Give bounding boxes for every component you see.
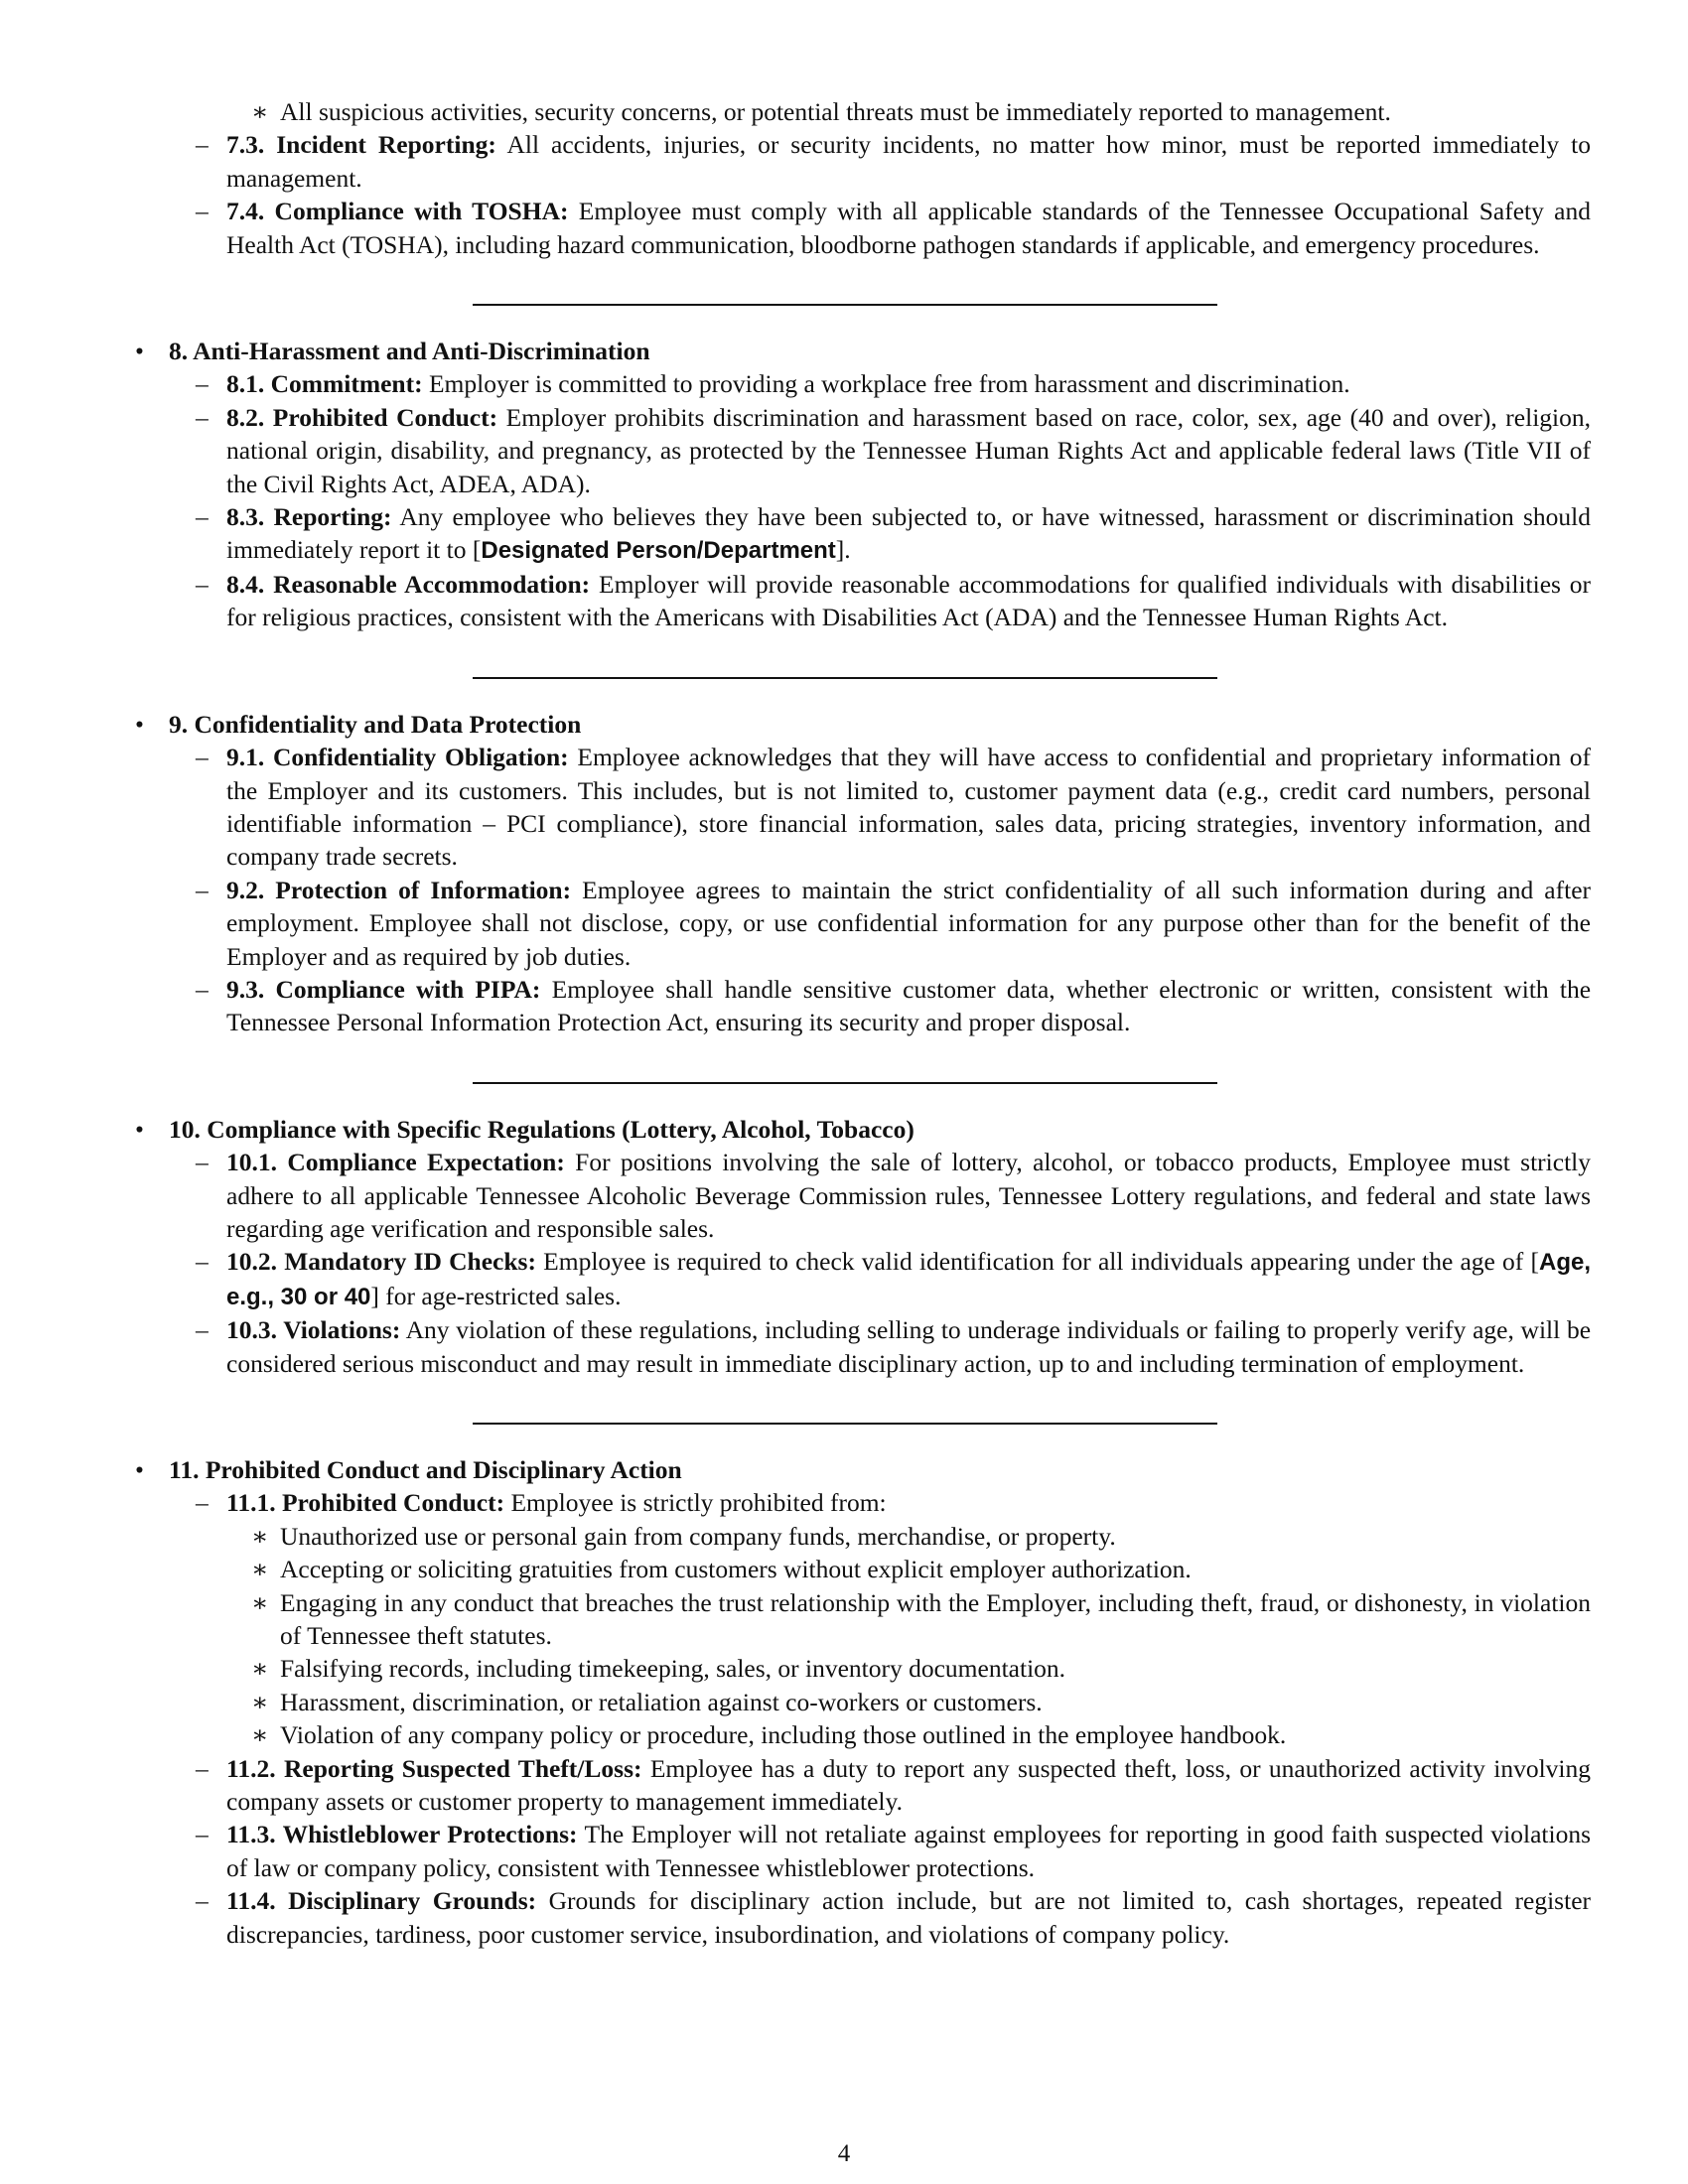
clause-9-2 — [131, 874, 1591, 973]
section-11 — [131, 1453, 1591, 1951]
clause-text: Employee acknowledges that they will have access to confidential and proprietary information of the Employer and its customers. This includes, but is not limited to, customer payment data (e.g., credit card numbers, personal identifiable information – PCI compliance), store financial information, sales data, pricing strategies, inventory information, and company trade secrets. — [226, 743, 1592, 872]
sub-bullet: ∗ Violation of any company policy or procedure, including those outlined in the employee handbook. — [131, 1718, 1591, 1751]
clause-8-4 — [131, 568, 1591, 634]
bullet-icon: • — [135, 709, 144, 739]
sub-bullet: ∗ Engaging in any conduct that breaches the trust relationship with the Employer, including theft, fraud, or dishonesty, in violation of Tennessee theft statutes. — [251, 1587, 1591, 1651]
clause-label: 8.2. Prohibited Conduct: — [226, 402, 498, 432]
dash-bullet-icon: – — [196, 1247, 209, 1277]
clause-text: Any violation of these regulations, including selling to underage individuals or failing to properly verify age, will be considered serious misconduct and may result in immediate disciplinary action, up to and including termination of employment. — [226, 1315, 1592, 1378]
bullet-icon: • — [135, 1114, 144, 1144]
clause-11-2 — [131, 1752, 1591, 1819]
clause-text: Any employee who believes they have been subjected to, or have witnessed, harassment or discrimination should immediately report it to — [226, 502, 1592, 565]
bullet-icon: • — [135, 1455, 144, 1484]
clause-text: Employee agrees to maintain the strict confidentiality of all such information during and after employment. Employee shall not disclose, copy, or use confidential information for any purpose other than for the benefit of the Employer and as required by job duties. — [226, 875, 1592, 971]
clause-9-3 — [131, 973, 1591, 1039]
dash-bullet-icon: – — [196, 1753, 209, 1783]
clause-label: 7.3. Incident Reporting: — [226, 130, 496, 160]
asterisk-bullet-icon: ∗ — [251, 1521, 269, 1551]
dash-bullet-icon: – — [196, 130, 209, 160]
clause-10-1 — [131, 1146, 1591, 1245]
clause-label: 11.4. Disciplinary Grounds: — [226, 1886, 537, 1916]
sub-bullet: ∗ Unauthorized use or personal gain from company funds, merchandise, or property. — [131, 1520, 1591, 1553]
dash-bullet-icon: – — [196, 875, 209, 904]
section-10 — [131, 1113, 1591, 1380]
clause-8-1 — [131, 367, 1591, 400]
clause-text: Employer will provide reasonable accommodations for qualified individuals with disabilities or for religious practices, consistent with the Americans with Disabilities Act (ADA) and the Tennessee Human Rights Act. — [226, 569, 1592, 632]
clause-11-1 — [131, 1486, 1591, 1519]
asterisk-bullet-icon: ∗ — [251, 1587, 269, 1617]
fill-in-placeholder: Age, e.g., 30 or 40 — [226, 1249, 1591, 1310]
clause-8-2 — [131, 401, 1591, 500]
clause-text: Employee has a duty to report any suspected theft, loss, or unauthorized activity involving company assets or customer property to management immediately. — [226, 1753, 1592, 1817]
clause-9-1 — [131, 741, 1591, 874]
page-number: 4 — [837, 2140, 851, 2167]
asterisk-bullet-icon: ∗ — [251, 1555, 269, 1584]
sub-bullet: ∗ Falsifying records, including timekeeping, sales, or inventory documentation. — [131, 1652, 1591, 1685]
dash-bullet-icon: – — [196, 1488, 209, 1518]
clause-label: 9.3. Compliance with PIPA: — [226, 974, 541, 1004]
asterisk-bullet-icon: ∗ — [251, 1687, 269, 1716]
clause-label: 9.2. Protection of Information: — [226, 875, 572, 904]
section-9 — [131, 708, 1591, 1039]
clause-label: 10.1. Compliance Expectation: — [226, 1148, 565, 1177]
clause-8-3: – 8.3. Reporting: Any employee who believes they have been subjected to, or have witnessed, harassment or discrimination should immediately report it to [Designated Person/Department]. — [196, 502, 1592, 565]
clause-10-3 — [131, 1313, 1591, 1380]
section-heading: • 8. Anti-Harassment and Anti-Discrimination — [131, 335, 1591, 367]
fill-in-placeholder: Designated Person/Department — [481, 537, 836, 565]
document-body — [131, 95, 1591, 1951]
bullet-icon: • — [135, 337, 144, 366]
clause-text: Grounds for disciplinary action include, but are not limited to, cash shortages, repeated register discrepancies, tardiness, poor customer service, insubordination, and violations of company policy. — [226, 1886, 1591, 1949]
sub-bullet: ∗ Accepting or soliciting gratuities from customers without explicit employer authorization. — [131, 1553, 1591, 1585]
clause-text: Employee must comply with all applicable standards of the Tennessee Occupational Safety and Health Act (TOSHA), including hazard communication, bloodborne pathogen standards if applicable, and emergency procedures. — [226, 197, 1591, 259]
dash-bullet-icon: – — [196, 1886, 209, 1916]
asterisk-bullet-icon: ∗ — [251, 1654, 269, 1684]
clause-text: Employer prohibits discrimination and harassment based on race, color, sex, age (40 and over), religion, national origin, disability, and pregnancy, as protected by the Tennessee Human Rights Act and applicable federal laws (Title VII of the Civil Rights Act, ADEA, ADA). — [226, 402, 1591, 498]
clause-text: The Employer will not retaliate against employees for reporting in good faith suspected violations of law or company policy, consistent with Tennessee whistleblower protections. — [226, 1820, 1591, 1882]
section-7-continuation — [131, 95, 1591, 261]
clause-label: 8.3. Reporting: — [226, 502, 392, 532]
dash-bullet-icon: – — [196, 369, 209, 399]
dash-bullet-icon: – — [196, 402, 209, 432]
clause-label: 8.1. Commitment: — [226, 369, 423, 399]
dash-bullet-icon: – — [196, 974, 209, 1004]
dash-bullet-icon: – — [196, 1315, 209, 1345]
dash-bullet-icon: – — [196, 502, 209, 532]
clause-label: 11.2. Reporting Suspected Theft/Loss: — [226, 1753, 642, 1783]
clause-label: 10.3. Violations: — [226, 1315, 401, 1345]
clause-7-3 — [131, 128, 1591, 195]
section-heading: • 9. Confidentiality and Data Protection — [131, 708, 1591, 741]
section-8 — [131, 335, 1591, 634]
dash-bullet-icon: – — [196, 569, 209, 599]
asterisk-bullet-icon: ∗ — [251, 97, 269, 126]
clause-10-2: – 10.2. Mandatory ID Checks: Employee is required to check valid identification for all individuals appearing under the age of [Age, e.g., 30 or 40] for age-restricted sales. — [196, 1247, 1591, 1310]
clause-7-4 — [131, 195, 1591, 261]
clause-text: For positions involving the sale of lottery, alcohol, or tobacco products, Employee must strictly adhere to all applicable Tennessee Alcoholic Beverage Commission rules, Tennessee Lottery regulations, and federal and state laws regarding age verification and responsible sales. — [226, 1148, 1592, 1243]
clause-label: 11.3. Whistleblower Protections: — [226, 1820, 578, 1849]
clause-text: Employee is required to check valid identification for all individuals appearing under the age of — [543, 1247, 1524, 1277]
sub-bullet: ∗ All suspicious activities, security concerns, or potential threats must be immediately reported to management. — [131, 95, 1591, 128]
asterisk-bullet-icon: ∗ — [251, 1720, 269, 1750]
dash-bullet-icon: – — [196, 743, 209, 772]
clause-11-3 — [131, 1818, 1591, 1884]
sub-bullet: ∗ Harassment, discrimination, or retaliation against co-workers or customers. — [131, 1686, 1591, 1718]
clause-label: 8.4. Reasonable Accommodation: — [226, 569, 591, 599]
dash-bullet-icon: – — [196, 1820, 209, 1849]
clause-label: 9.1. Confidentiality Obligation: — [226, 743, 569, 772]
clause-label: 7.4. Compliance with TOSHA: — [226, 197, 569, 226]
section-heading: • 11. Prohibited Conduct and Disciplinary Action — [131, 1453, 1591, 1486]
clause-label: 11.1. Prohibited Conduct: — [226, 1488, 505, 1518]
dash-bullet-icon: – — [196, 197, 209, 226]
clause-label: 10.2. Mandatory ID Checks: — [226, 1247, 536, 1277]
clause-text: Employee shall handle sensitive customer data, whether electronic or written, consistent with the Tennessee Personal Information Protection Act, ensuring its security and proper disposal. — [226, 974, 1592, 1037]
clause-11-4 — [131, 1884, 1591, 1951]
clause-text: Employer is committed to providing a workplace free from harassment and discrimination. — [428, 369, 1350, 399]
section-heading: • 10. Compliance with Specific Regulations (Lottery, Alcohol, Tobacco) — [131, 1113, 1591, 1146]
dash-bullet-icon: – — [196, 1148, 209, 1177]
clause-text: All accidents, injuries, or security incidents, no matter how minor, must be reported immediately to management. — [226, 130, 1591, 193]
clause-text: Employee is strictly prohibited from: — [510, 1488, 887, 1518]
